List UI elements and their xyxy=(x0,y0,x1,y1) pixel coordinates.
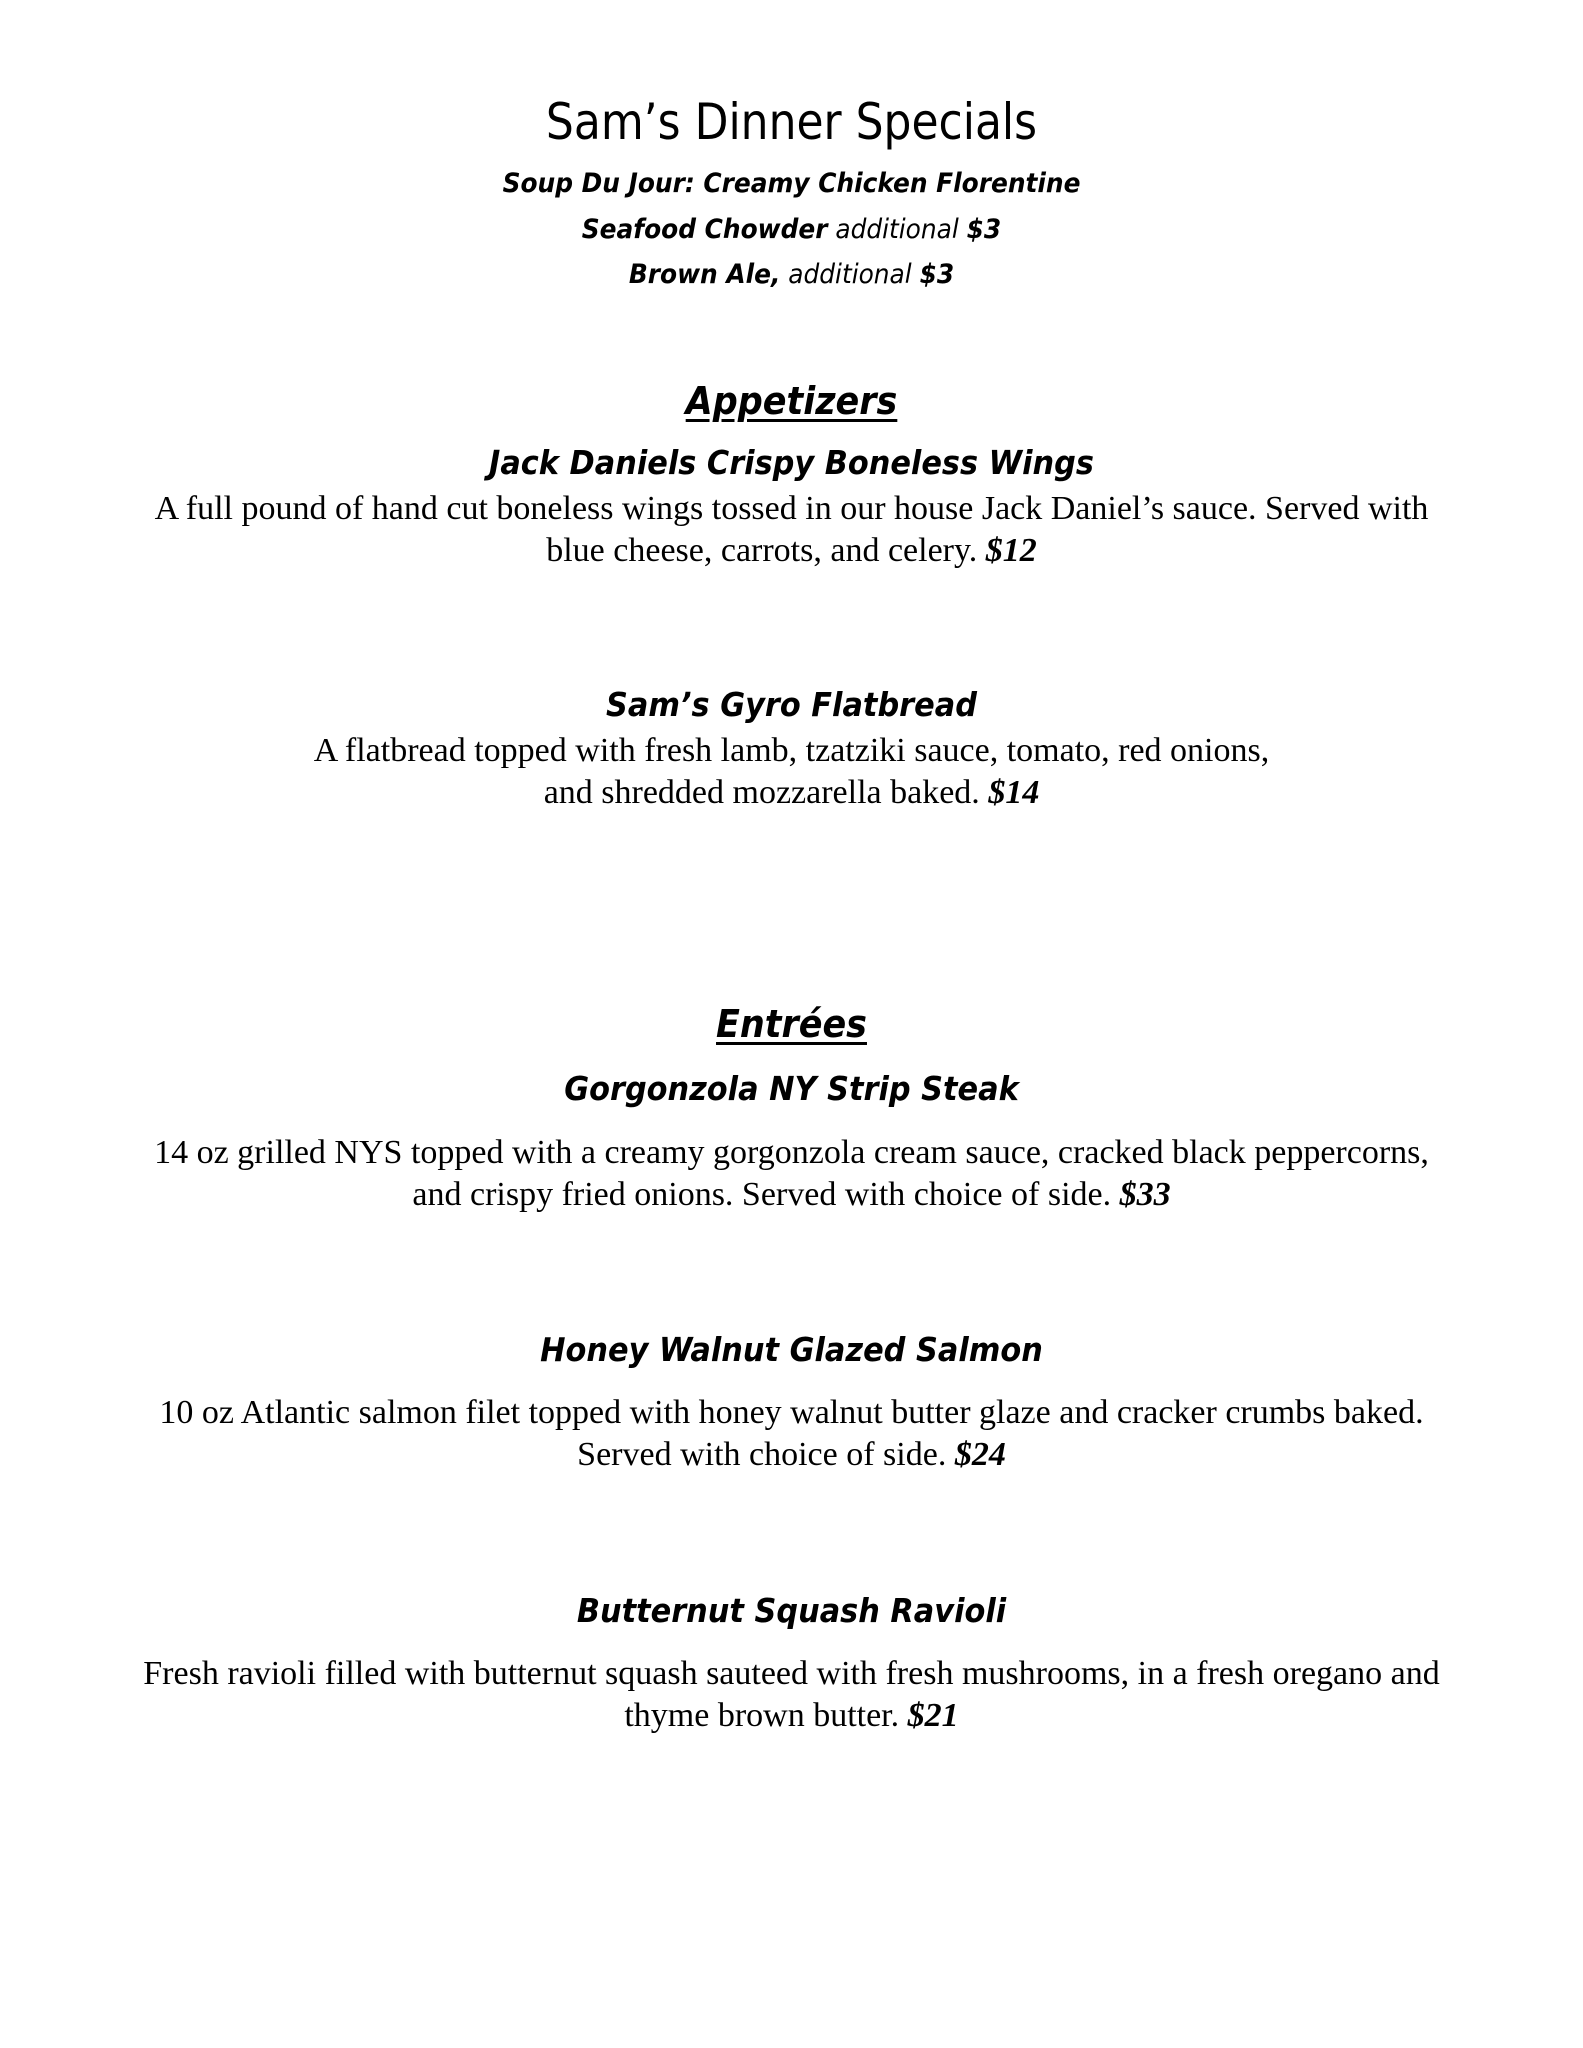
menu-item-description-cont xyxy=(0,1175,1583,1214)
menu-item-description-cont xyxy=(0,773,1583,812)
brown-ale xyxy=(63,259,1519,290)
menu-item-price: $24 xyxy=(954,1436,1006,1473)
menu-item-description: 14 oz grilled NYS topped with a creamy gorgonzola cream sauce, cracked black peppercorns, xyxy=(154,1134,1429,1171)
menu-item-description-end: Served with choice of side. xyxy=(577,1436,955,1473)
appetizers-heading: Appetizers xyxy=(685,379,898,423)
menu-item-description-cont xyxy=(0,531,1583,570)
seafood-chowder-name: Seafood Chowder xyxy=(581,214,828,245)
brown-ale-note: additional xyxy=(780,259,920,290)
menu-item-price: $33 xyxy=(1119,1176,1171,1213)
menu-item-price: $21 xyxy=(907,1697,959,1734)
menu-item-description-end: thyme brown butter. xyxy=(624,1697,908,1734)
menu-item-description: A flatbread topped with fresh lamb, tzatziki sauce, tomato, red onions, xyxy=(313,732,1270,769)
menu-item-description-end: and shredded mozzarella baked. xyxy=(543,774,989,811)
entrees-heading: Entrées xyxy=(716,1002,867,1046)
menu-item-name: Butternut Squash Ravioli xyxy=(576,1591,1007,1630)
menu-item-description-cont xyxy=(0,1696,1583,1735)
brown-ale-name: Brown Ale, xyxy=(628,259,781,290)
seafood-chowder-note: additional xyxy=(827,214,967,245)
soup-du-jour-text: Soup Du Jour: Creamy Chicken Florentine xyxy=(502,168,1081,199)
soup-du-jour xyxy=(63,168,1519,199)
menu-item-description: 10 oz Atlantic salmon filet topped with honey walnut butter glaze and cracker crumbs baked. xyxy=(159,1394,1424,1431)
menu-item-name: Sam’s Gyro Flatbread xyxy=(606,685,977,724)
menu-item-description: A full pound of hand cut boneless wings tossed in our house Jack Daniel’s sauce. Served with xyxy=(154,490,1429,527)
seafood-chowder-price: $3 xyxy=(966,214,1002,245)
menu-item-description-cont xyxy=(0,1435,1583,1474)
menu-item-name: Honey Walnut Glazed Salmon xyxy=(540,1330,1043,1369)
page-title: Sam’s Dinner Specials xyxy=(545,93,1038,151)
menu-item-price: $14 xyxy=(988,774,1040,811)
menu-item-name: Gorgonzola NY Strip Steak xyxy=(564,1069,1019,1108)
menu-item-price: $12 xyxy=(985,532,1037,569)
menu-item-description: Fresh ravioli filled with butternut squash sauteed with fresh mushrooms, in a fresh oregano and xyxy=(143,1655,1440,1692)
seafood-chowder xyxy=(63,214,1519,245)
menu-item-description-end: blue cheese, carrots, and celery. xyxy=(546,532,986,569)
brown-ale-price: $3 xyxy=(919,259,955,290)
menu-item-name: Jack Daniels Crispy Boneless Wings xyxy=(489,443,1094,482)
menu-item-description-end: and crispy fried onions. Served with choice of side. xyxy=(412,1176,1120,1213)
